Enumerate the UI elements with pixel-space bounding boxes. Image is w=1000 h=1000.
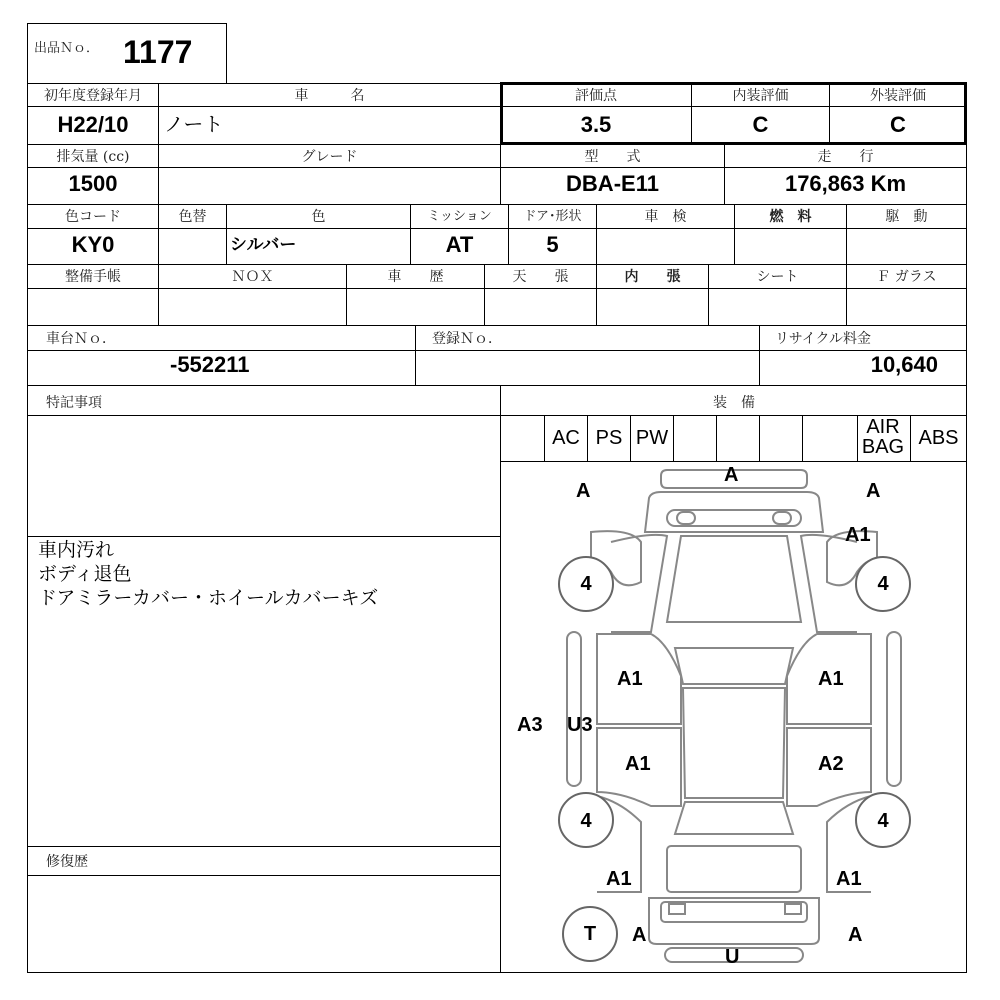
mark-left-front-door: A1 <box>617 668 643 690</box>
mark-rear-left: A <box>632 924 647 946</box>
score-label: 評価点 <box>575 88 617 104</box>
mileage-label: 走 行 <box>817 149 874 165</box>
mileage-value: 176,863 Km <box>784 171 907 196</box>
transmission-label: ミッション <box>427 209 492 224</box>
color-label: 色 <box>311 209 326 225</box>
fuel-label: 燃 料 <box>769 209 812 225</box>
interior-trim-label: 内 張 <box>624 269 681 285</box>
note-line-1: 車内汚れ <box>38 539 115 561</box>
registration-label: 登録Ｎｏ． <box>432 331 502 347</box>
mark-right-rear-door: A2 <box>818 753 844 775</box>
door-label: ドア･形状 <box>523 209 582 224</box>
chassis-label: 車台Ｎｏ． <box>46 331 116 347</box>
maintenance-label: 整備手帳 <box>65 269 121 285</box>
notes-label: 特記事項 <box>46 395 102 411</box>
mark-front-right-corner: A <box>866 480 881 502</box>
grade-label: グレード <box>301 149 358 165</box>
mark-rear-right: A <box>848 924 863 946</box>
equipment-label: 装 備 <box>713 395 755 411</box>
exterior-label: 外装評価 <box>870 88 926 104</box>
mark-rear-bumper: U <box>725 946 740 968</box>
tire-front-right-label: 4 <box>877 573 889 595</box>
tire-rear-left-label: 4 <box>580 810 592 832</box>
displacement-value: 1500 <box>68 171 118 196</box>
history-label: 車 歴 <box>387 269 444 285</box>
tire-rear-right-label: 4 <box>877 810 889 832</box>
tire-spare-label: T <box>583 923 597 945</box>
chassis-value: -552211 <box>170 352 250 377</box>
door-value: 5 <box>546 232 559 257</box>
nox-label: ＮＯＸ <box>231 269 274 285</box>
mark-right-fender: A1 <box>845 524 871 546</box>
displacement-label: 排気量 (cc) <box>56 149 130 165</box>
first-reg-label: 初年度登録年月 <box>44 88 142 104</box>
color-code-value: KY0 <box>71 232 115 257</box>
lot-number: 1177 <box>123 34 193 70</box>
drive-label: 駆 動 <box>885 209 928 225</box>
lot-label: 出品Ｎｏ． <box>34 41 100 56</box>
color-value: シルバー <box>230 235 297 255</box>
equip-abs: ABS <box>918 427 959 449</box>
mark-left-pillar: U3 <box>567 714 593 736</box>
color-code-label: 色コード <box>65 209 121 225</box>
equip-airbag: AIR BAG <box>861 416 905 458</box>
first-reg-value: H22/10 <box>57 112 129 137</box>
car-name-value: ノート <box>164 112 224 136</box>
model-value: DBA-E11 <box>566 171 659 196</box>
inspection-label: 車 検 <box>644 209 687 225</box>
note-line-3: ドアミラーカバー・ホイールカバーキズ <box>38 587 379 609</box>
mark-right-quarter: A1 <box>836 868 862 890</box>
recycle-label: リサイクル料金 <box>775 331 872 347</box>
car-name-label: 車 名 <box>294 88 365 104</box>
equip-pw: PW <box>635 427 669 449</box>
note-line-2: ボディ退色 <box>38 563 132 585</box>
mark-left-rear-door: A1 <box>625 753 651 775</box>
model-label: 型 式 <box>584 149 641 165</box>
mark-front-bumper: A <box>724 464 739 486</box>
exterior-value: C <box>890 112 906 137</box>
fglass-label: Ｆ ガラス <box>876 269 937 285</box>
recycle-value: 10,640 <box>870 352 938 377</box>
mark-left-quarter: A1 <box>606 868 632 890</box>
score-value: 3.5 <box>580 112 612 137</box>
interior-value: C <box>752 112 769 137</box>
mark-right-front-door: A1 <box>818 668 844 690</box>
equip-ps: PS <box>595 427 623 449</box>
sunroof-label: 天 張 <box>512 269 569 285</box>
interior-label: 内装評価 <box>732 88 789 104</box>
seat-label: シート <box>756 269 799 285</box>
tire-front-left-label: 4 <box>580 573 592 595</box>
equip-ac: AC <box>552 427 580 449</box>
transmission-value: AT <box>445 232 474 257</box>
repair-history-label: 修復歴 <box>46 854 88 870</box>
mark-front-left-corner: A <box>576 480 591 502</box>
color-change-label: 色替 <box>178 209 207 225</box>
mark-left-rocker: A3 <box>517 714 543 736</box>
